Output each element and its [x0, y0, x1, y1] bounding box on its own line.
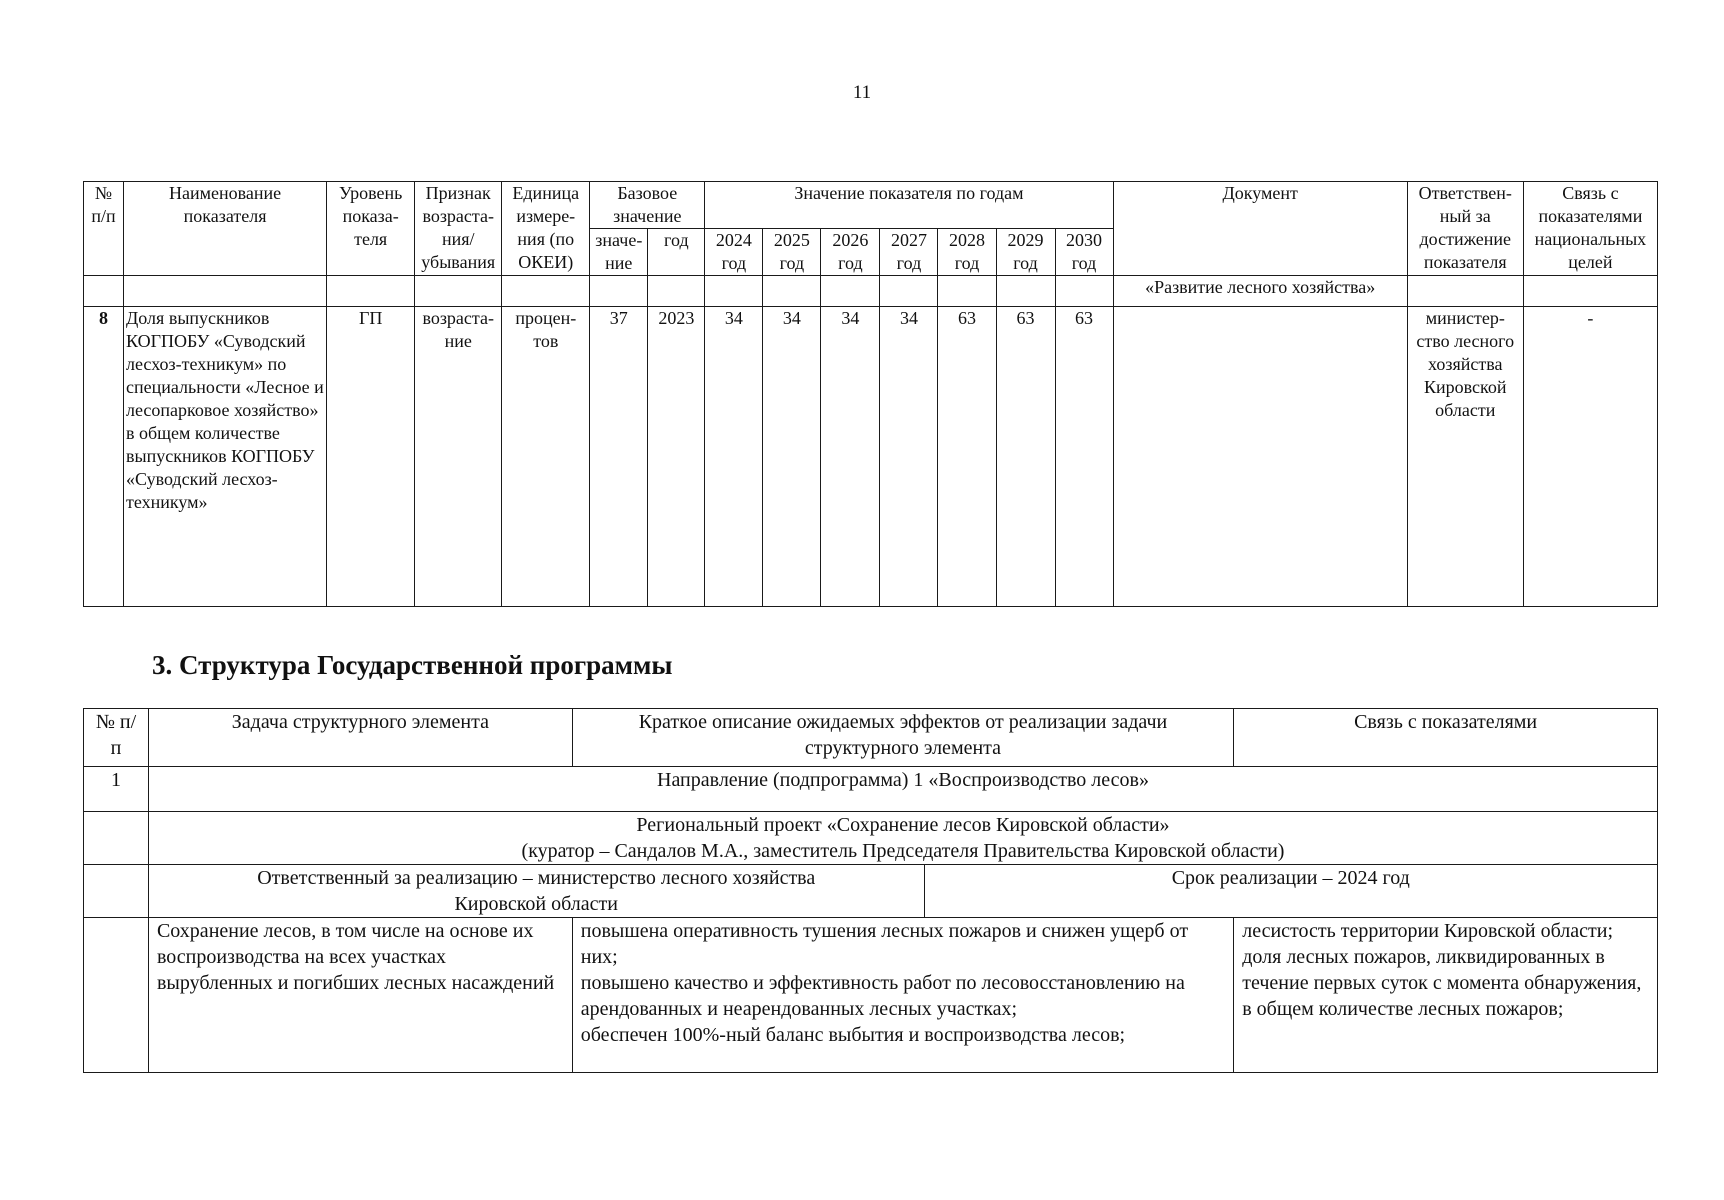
effect-item: обеспечен 100%-ный баланс выбытия и воспроизводства лесов; [580, 1024, 1126, 1046]
task-text: Сохранение лесов, в том числе на основе их воспроизводства на всех участках вырубленных и погибших лесных насаждений [148, 918, 572, 1073]
header-link: Связь с показателями национальных целей [1523, 182, 1657, 276]
link-cell [1234, 918, 1658, 1073]
direction-title: Направление (подпрограмма) 1 «Воспроизводство лесов» [148, 767, 1657, 812]
row-value-2024: 34 [705, 307, 763, 607]
header-year-2026: 2026 год [821, 229, 880, 276]
table-subheader-row [84, 276, 1658, 307]
header-responsible: Ответствен-ный за достижение показателя [1407, 182, 1523, 276]
header-base-value: значе-ние [590, 229, 648, 276]
row-value-2025: 34 [763, 307, 821, 607]
row-name: Доля выпускников КОГПОБУ «Суводский лесхоз-техникум» по специальности «Лесное и лесопарковое хозяйство» в общем количестве выпускников КОГПОБУ «Суводский лесхоз-техникум» [124, 307, 327, 607]
row-value-2027: 34 [880, 307, 938, 607]
row-responsible: министер-ство лесного хозяйства Кировской области [1407, 307, 1523, 607]
table-header-row [84, 709, 1658, 767]
direction-row [84, 767, 1658, 812]
effect-item: повышено качество и эффективность работ по лесовосстановлению на арендованных и неарендованных лесных участках; [580, 972, 1185, 1020]
row-num: 8 [84, 307, 124, 607]
header-year-2024: 2024 год [705, 229, 763, 276]
row-value-2028: 63 [938, 307, 996, 607]
link-item: лесистость территории Кировской области; [1242, 920, 1614, 942]
structure-table [83, 708, 1658, 1073]
header-num: № п/п [84, 709, 149, 767]
header-base-year: год [648, 229, 705, 276]
table-header-row [84, 182, 1658, 229]
row-document [1113, 307, 1407, 607]
row-unit: процен-тов [502, 307, 590, 607]
effect-item: повышена оперативность тушения лесных пожаров и снижен ущерб от них; [580, 920, 1189, 968]
row-sign: возраста-ние [415, 307, 502, 607]
row-value-2026: 34 [821, 307, 880, 607]
header-level: Уровень показа-теля [327, 182, 415, 276]
row-base-value: 37 [590, 307, 648, 607]
section-title: 3. Структура Государственной программы [152, 650, 673, 680]
project-row [84, 812, 1658, 865]
direction-num: 1 [84, 767, 149, 812]
row-base-year: 2023 [648, 307, 705, 607]
header-task: Задача структурного элемента [148, 709, 572, 767]
responsible-row [84, 865, 1658, 918]
subheader-document: «Развитие лесного хозяйства» [1113, 276, 1407, 307]
row-value-2030: 63 [1055, 307, 1113, 607]
header-year-2030: 2030 год [1055, 229, 1113, 276]
row-link: - [1523, 307, 1657, 607]
effects-cell [572, 918, 1234, 1073]
page-number: 11 [852, 82, 872, 103]
header-link: Связь с показателями [1234, 709, 1658, 767]
header-unit: Единица измере-ния (по ОКЕИ) [502, 182, 590, 276]
responsible-text: Ответственный за реализацию – министерство лесного хозяйства Кировской области [148, 865, 924, 918]
project-cell [148, 812, 1657, 865]
header-effects: Краткое описание ожидаемых эффектов от реализации задачи структурного элемента [572, 709, 1234, 767]
header-year-2027: 2027 год [880, 229, 938, 276]
project-title: Региональный проект «Сохранение лесов Кировской области» [636, 814, 1170, 836]
project-curator: (куратор – Сандалов М.А., заместитель Председателя Правительства Кировской области) [521, 840, 1285, 862]
deadline-text: Срок реализации – 2024 год [924, 865, 1658, 918]
header-base: Базовое значение [590, 182, 705, 229]
indicators-table [83, 181, 1658, 607]
row-level: ГП [327, 307, 415, 607]
header-year-2029: 2029 год [996, 229, 1055, 276]
link-item: доля лесных пожаров, ликвидированных в течение первых суток с момента обнаружения, в общем количестве лесных пожаров; [1242, 946, 1642, 1020]
header-sign: Признак возраста-ния/ убывания [415, 182, 502, 276]
header-year-2025: 2025 год [763, 229, 821, 276]
row-value-2029: 63 [996, 307, 1055, 607]
header-name: Наименование показателя [124, 182, 327, 276]
header-years-group: Значение показателя по годам [705, 182, 1113, 229]
task-row [84, 918, 1658, 1073]
header-document: Документ [1113, 182, 1407, 276]
header-year-2028: 2028 год [938, 229, 996, 276]
table-row [84, 307, 1658, 607]
header-num: № п/п [84, 182, 124, 276]
